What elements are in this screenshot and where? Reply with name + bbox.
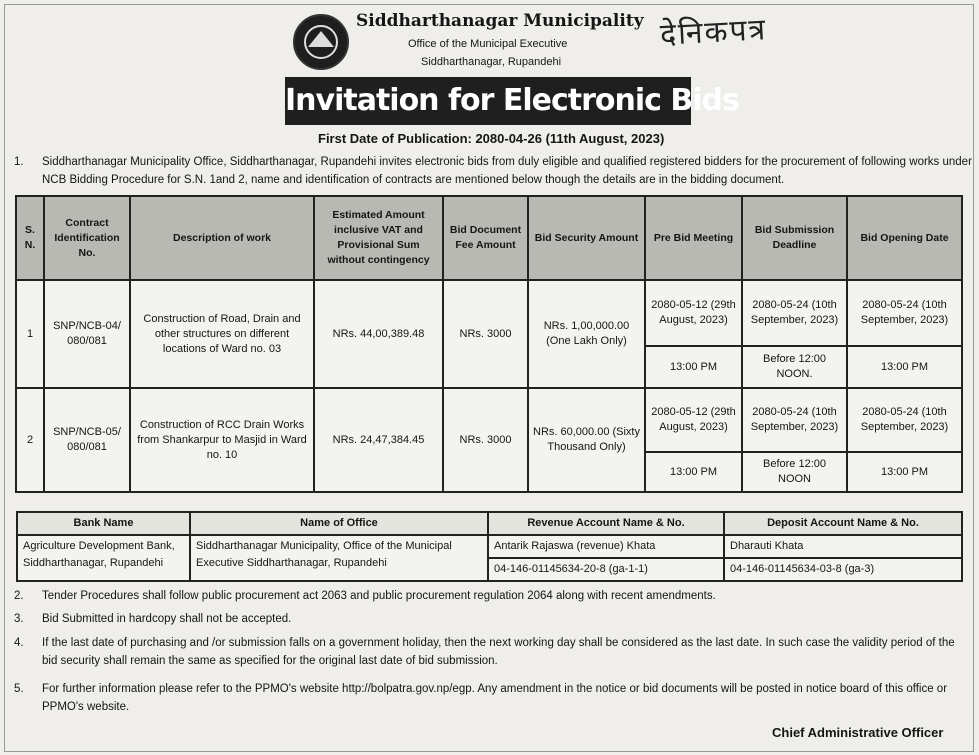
cell-sn: 2 <box>16 388 44 492</box>
cell-office-name: Siddharthanagar Municipality, Office of the Municipal Executive Siddharthanagar, Rupandehi <box>190 535 488 581</box>
cell-pre-bid-time: 13:00 PM <box>645 346 742 388</box>
cell-pre-bid-time: 13:00 PM <box>645 452 742 492</box>
table-header-row <box>16 196 962 280</box>
cell-doc-fee: NRs. 3000 <box>443 280 528 388</box>
cell-estimated: NRs. 24,47,384.45 <box>314 388 443 492</box>
cell-estimated: NRs. 44,00,389.48 <box>314 280 443 388</box>
paragraph-text: Tender Procedures shall follow public procurement act 2063 and public procurement regulation 2064 along with recent amendments. <box>42 590 716 602</box>
col-header-pre-bid: Pre Bid Meeting <box>645 196 742 280</box>
bank-header-row <box>17 512 962 535</box>
paragraph-text: For further information please refer to the PPMO's website http://bolpatra.gov.np/egp. Any amendment in the notice or bid documents will be posted in notice board of this office or PPMO's website. <box>42 683 948 713</box>
cell-submission-date: 2080-05-24 (10th September, 2023) <box>742 388 847 452</box>
cell-security: NRs. 60,000.00 (Sixty Thousand Only) <box>528 388 645 492</box>
col-header-deposit: Deposit Account Name & No. <box>724 512 962 535</box>
col-header-sn: S. N. <box>16 196 44 280</box>
cell-security: NRs. 1,00,000.00 (One Lakh Only) <box>528 280 645 388</box>
cell-contract-id: SNP/NCB-05/ 080/081 <box>44 388 130 492</box>
col-header-submission: Bid Submission Deadline <box>742 196 847 280</box>
col-header-security: Bid Security Amount <box>528 196 645 280</box>
publication-date: First Date of Publication: 2080-04-26 (11th August, 2023) <box>318 131 665 146</box>
cell-contract-id: SNP/NCB-04/ 080/081 <box>44 280 130 388</box>
office-name: Office of the Municipal Executive <box>408 38 568 50</box>
cell-revenue-name: Antarik Rajaswa (revenue) Khata <box>488 535 724 558</box>
cell-doc-fee: NRs. 3000 <box>443 388 528 492</box>
paragraph-number: 3. <box>14 613 24 625</box>
cell-opening-time: 13:00 PM <box>847 346 962 388</box>
cell-submission-time: Before 12:00 NOON <box>742 452 847 492</box>
bids-table <box>15 195 963 493</box>
col-header-revenue: Revenue Account Name & No. <box>488 512 724 535</box>
col-header-contract-id: Contract Identification No. <box>44 196 130 280</box>
cell-description: Construction of Road, Drain and other structures on different locations of Ward no. 03 <box>130 280 314 388</box>
bank-account-table <box>16 511 963 582</box>
paragraph-number: 2. <box>14 590 24 602</box>
cell-submission-date: 2080-05-24 (10th September, 2023) <box>742 280 847 346</box>
paragraph-text: Siddharthanagar Municipality Office, Siddharthanagar, Rupandehi invites electronic bids from duly eligible and qualified registered bidders for the procurement of following works under NCB Bidding Procedure for S.N. 1and 2, name and identification of contracts are mentioned below though the details are in the bidding document. <box>42 156 972 186</box>
cell-opening-date: 2080-05-24 (10th September, 2023) <box>847 280 962 346</box>
bank-row <box>17 535 962 558</box>
paragraph-number: 4. <box>14 637 24 649</box>
col-header-estimated: Estimated Amount inclusive VAT and Provisional Sum without contingency <box>314 196 443 280</box>
col-header-description: Description of work <box>130 196 314 280</box>
col-header-bank: Bank Name <box>17 512 190 535</box>
cell-deposit-no: 04-146-01145634-03-8 (ga-3) <box>724 558 962 581</box>
table-row <box>16 388 962 452</box>
table-row <box>16 280 962 346</box>
cell-revenue-no: 04-146-01145634-20-8 (ga-1-1) <box>488 558 724 581</box>
page-title: Invitation for Electronic Bids <box>285 77 691 125</box>
cell-deposit-name: Dharauti Khata <box>724 535 962 558</box>
org-name: Siddharthanagar Municipality <box>356 11 644 31</box>
handwritten-note: देनिकपत्र <box>659 12 768 53</box>
cell-submission-time: Before 12:00 NOON. <box>742 346 847 388</box>
cell-bank-name: Agriculture Development Bank, Siddharthanagar, Rupandehi <box>17 535 190 581</box>
col-header-office: Name of Office <box>190 512 488 535</box>
paragraph-text: If the last date of purchasing and /or submission falls on a government holiday, then the next working day shall be considered as the last date. In such case the validity period of the bid security shall remain the same as specified for the original last date of bid submission. <box>42 637 955 667</box>
paragraph-number: 1. <box>14 156 24 168</box>
cell-opening-date: 2080-05-24 (10th September, 2023) <box>847 388 962 452</box>
municipality-logo <box>293 14 349 70</box>
cell-sn: 1 <box>16 280 44 388</box>
signature-title: Chief Administrative Officer <box>772 725 944 740</box>
office-location: Siddharthanagar, Rupandehi <box>421 56 562 68</box>
paragraph-text: Bid Submitted in hardcopy shall not be accepted. <box>42 613 292 625</box>
cell-pre-bid-date: 2080-05-12 (29th August, 2023) <box>645 388 742 452</box>
paragraph-number: 5. <box>14 683 24 695</box>
cell-pre-bid-date: 2080-05-12 (29th August, 2023) <box>645 280 742 346</box>
cell-opening-time: 13:00 PM <box>847 452 962 492</box>
cell-description: Construction of RCC Drain Works from Shankarpur to Masjid in Ward no. 10 <box>130 388 314 492</box>
col-header-doc-fee: Bid Document Fee Amount <box>443 196 528 280</box>
col-header-opening: Bid Opening Date <box>847 196 962 280</box>
